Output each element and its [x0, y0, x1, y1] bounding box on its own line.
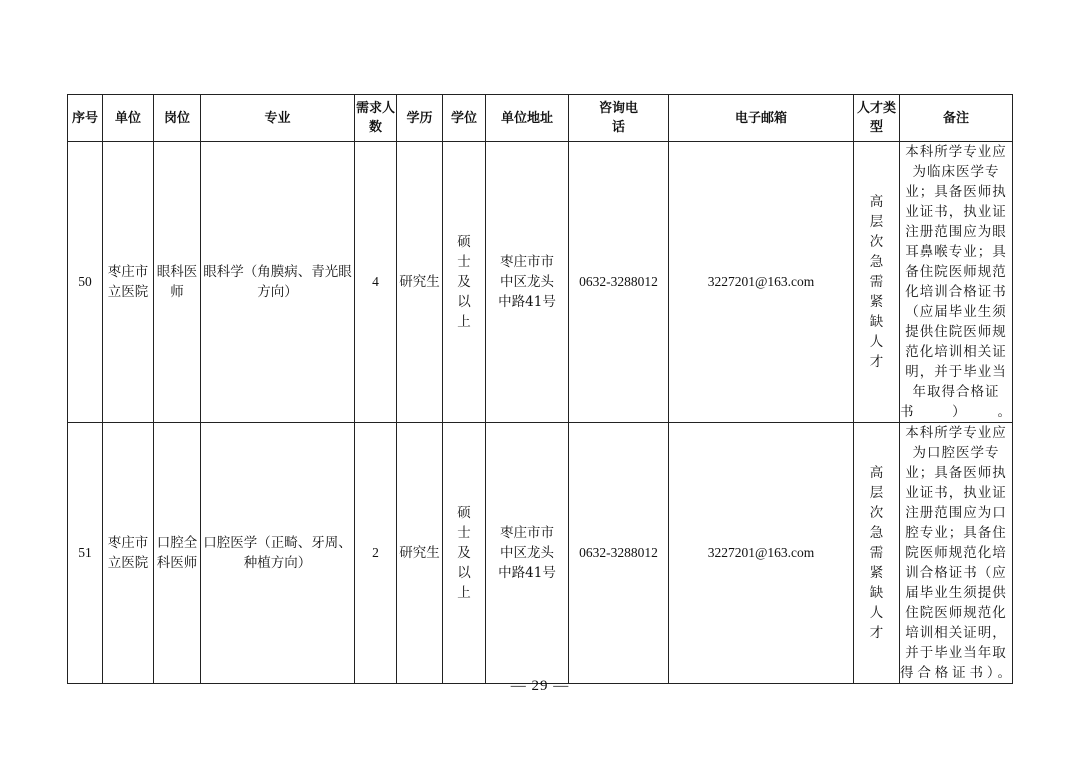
header-email: 电子邮箱: [669, 95, 854, 142]
cell-talent-type: 高层次急需紧缺人才: [854, 142, 900, 423]
cell-major: 眼科学（角膜病、青光眼方向）: [201, 142, 355, 423]
header-position: 岗位: [154, 95, 201, 142]
cell-phone: 0632-3288012: [569, 142, 669, 423]
cell-email: 3227201@163.com: [669, 142, 854, 423]
header-major: 专业: [201, 95, 355, 142]
cell-position: 眼科医师: [154, 142, 201, 423]
cell-seq: 50: [68, 142, 103, 423]
cell-degree: 硕士及以上: [443, 423, 486, 684]
table-row: [68, 142, 1013, 423]
header-count: 需求人数: [355, 95, 397, 142]
cell-phone: 0632-3288012: [569, 423, 669, 684]
header-degree: 学位: [443, 95, 486, 142]
table-header-row: [68, 95, 1013, 142]
cell-address: 枣庄市市中区龙头中路41号: [486, 423, 569, 684]
cell-remark: 本科所学专业应为临床医学专业；具备医师执业证书，执业证注册范围应为眼耳鼻喉专业；具备住院医师规范化培训合格证书（应届毕业生须提供住院医师规范化培训相关证明，并于毕业当年取得合格证书）。: [900, 142, 1013, 423]
cell-count: 4: [355, 142, 397, 423]
cell-count: 2: [355, 423, 397, 684]
cell-position: 口腔全科医师: [154, 423, 201, 684]
header-seq: 序号: [68, 95, 103, 142]
cell-talent-type: 高层次急需紧缺人才: [854, 423, 900, 684]
recruitment-table: [67, 94, 1013, 684]
cell-education: 研究生: [397, 423, 443, 684]
cell-unit: 枣庄市立医院: [103, 423, 154, 684]
header-remark: 备注: [900, 95, 1013, 142]
cell-unit: 枣庄市立医院: [103, 142, 154, 423]
cell-major: 口腔医学（正畸、牙周、种植方向）: [201, 423, 355, 684]
header-phone: 咨询电话: [569, 95, 669, 142]
cell-address: 枣庄市市中区龙头中路41号: [486, 142, 569, 423]
cell-degree: 硕士及以上: [443, 142, 486, 423]
page-number: — 29 —: [510, 678, 570, 694]
header-education: 学历: [397, 95, 443, 142]
header-unit: 单位: [103, 95, 154, 142]
cell-email: 3227201@163.com: [669, 423, 854, 684]
header-address: 单位地址: [486, 95, 569, 142]
header-talent-type: 人才类型: [854, 95, 900, 142]
cell-education: 研究生: [397, 142, 443, 423]
table-row: [68, 423, 1013, 684]
cell-remark: 本科所学专业应为口腔医学专业；具备医师执业证书，执业证注册范围应为口腔专业；具备住院医师规范化培训合格证书（应届毕业生须提供住院医师规范化培训相关证明，并于毕业当年取得合格证书）。: [900, 423, 1013, 684]
cell-seq: 51: [68, 423, 103, 684]
